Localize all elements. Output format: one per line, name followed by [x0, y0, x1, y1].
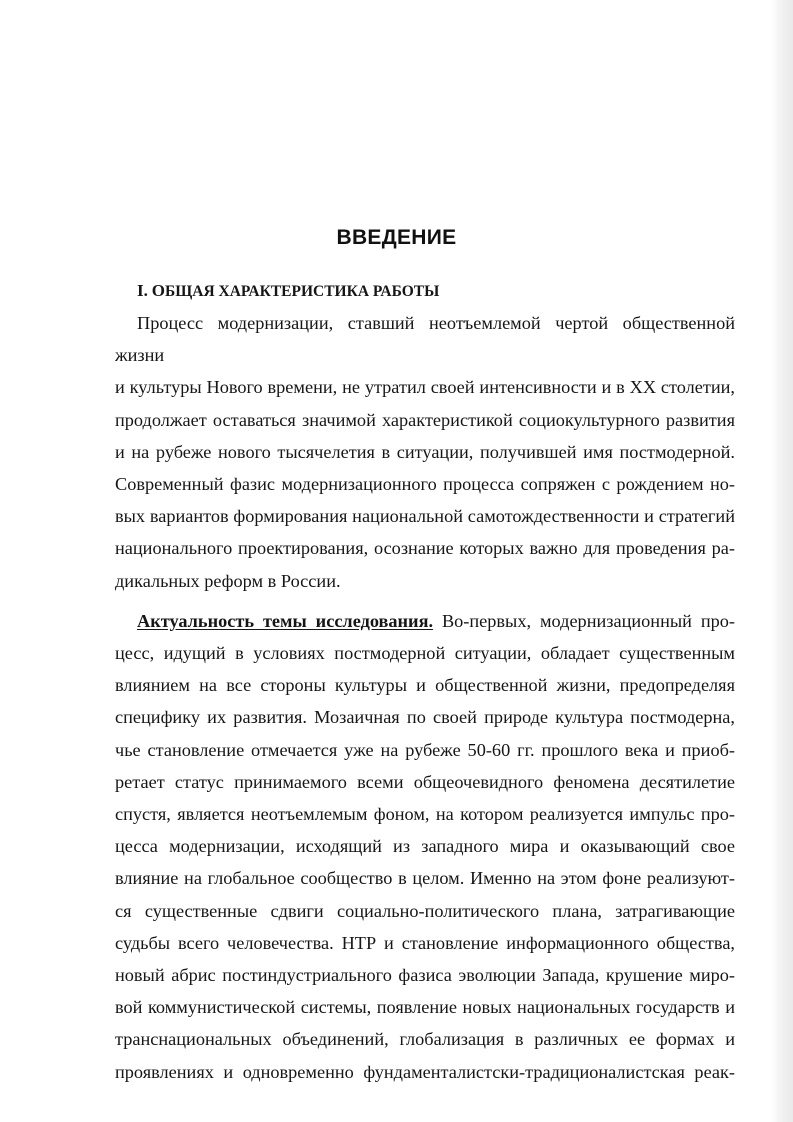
section-numeral: I. — [137, 281, 148, 300]
paragraph-line: дикальных реформ в России. — [115, 570, 341, 591]
paragraph-line: судьбы всего человечества. НТР и становление информационного общества, — [115, 932, 735, 953]
section-heading-initial: О — [151, 281, 165, 300]
paragraph-line: и культуры Нового времени, не утратил своей интенсивности и в XX столетии, — [115, 377, 735, 398]
paragraph-relevance — [115, 605, 735, 1088]
paragraph-line: чье становление отмечается уже на рубеже 50-60 гг. прошлого века и приоб- — [115, 739, 735, 760]
paragraph-line: Современный фазис модернизационного процесса сопряжен с рождением но- — [115, 474, 735, 495]
paragraph-line: влиянием на все стороны культуры и общественной жизни, предопределяя — [115, 675, 735, 696]
paragraph-line: влияние на глобальное сообщество в целом. Именно на этом фоне реализуют- — [115, 868, 735, 889]
paragraph-line: новый абрис постиндустриального фазиса эволюции Запада, крушение миро- — [115, 965, 735, 986]
paragraph-line: национального проектирования, осознание которых важно для проведения ра- — [115, 538, 735, 559]
paragraph-line: продолжает оставаться значимой характеристикой социокультурного развития — [115, 409, 735, 430]
relevance-heading: Актуальность темы исследования. — [137, 610, 434, 631]
paragraph-line: ретает статус принимаемого всеми общеочевидного феномена десятилетие — [115, 771, 735, 792]
paragraph-line: ся существенные сдвиги социально-политического плана, затрагивающие — [115, 900, 735, 921]
section-heading — [137, 276, 735, 307]
paragraph-line: вых вариантов формирования национальной самотождественности и стратегий — [115, 506, 735, 527]
paragraph-line: вой коммунистической системы, появление новых национальных государств и — [115, 997, 735, 1018]
paragraph-line: проявлениях и одновременно фундаменталистски-традиционалистская реак- — [115, 1061, 735, 1082]
paragraph-line: цесс, идущий в условиях постмодерной ситуации, обладает существенным — [115, 643, 735, 664]
relevance-first-line-text: Во-первых, модернизационный про- — [433, 610, 735, 631]
paragraph-line: специфику их развития. Мозаичная по своей природе культура постмодерна, — [115, 707, 735, 728]
paragraph-modernization — [115, 307, 735, 597]
paragraph-line: спустя, является неотъемлемым фоном, на котором реализуется импульс про- — [115, 804, 735, 825]
scan-edge-shadow — [771, 0, 793, 1122]
paragraph-line — [115, 605, 735, 637]
section-heading-text: БЩАЯ ХАРАКТЕРИСТИКА РАБОТЫ — [164, 283, 440, 300]
document-body — [115, 276, 735, 1088]
paragraph-line: и на рубеже нового тысячелетия в ситуации, получившей имя постмодерной. — [115, 441, 735, 462]
paragraph-line: транснациональных объединений, глобализация в различных ее формах и — [115, 1029, 735, 1050]
paragraph-line: цесса модернизации, исходящий из западного мира и оказывающий свое — [115, 836, 735, 857]
page-title: ВВЕДЕНИЕ — [336, 226, 457, 249]
paragraph-gap — [115, 597, 735, 605]
paragraph-line: Процесс модернизации, ставший неотъемлемой чертой общественной жизни — [115, 313, 735, 366]
